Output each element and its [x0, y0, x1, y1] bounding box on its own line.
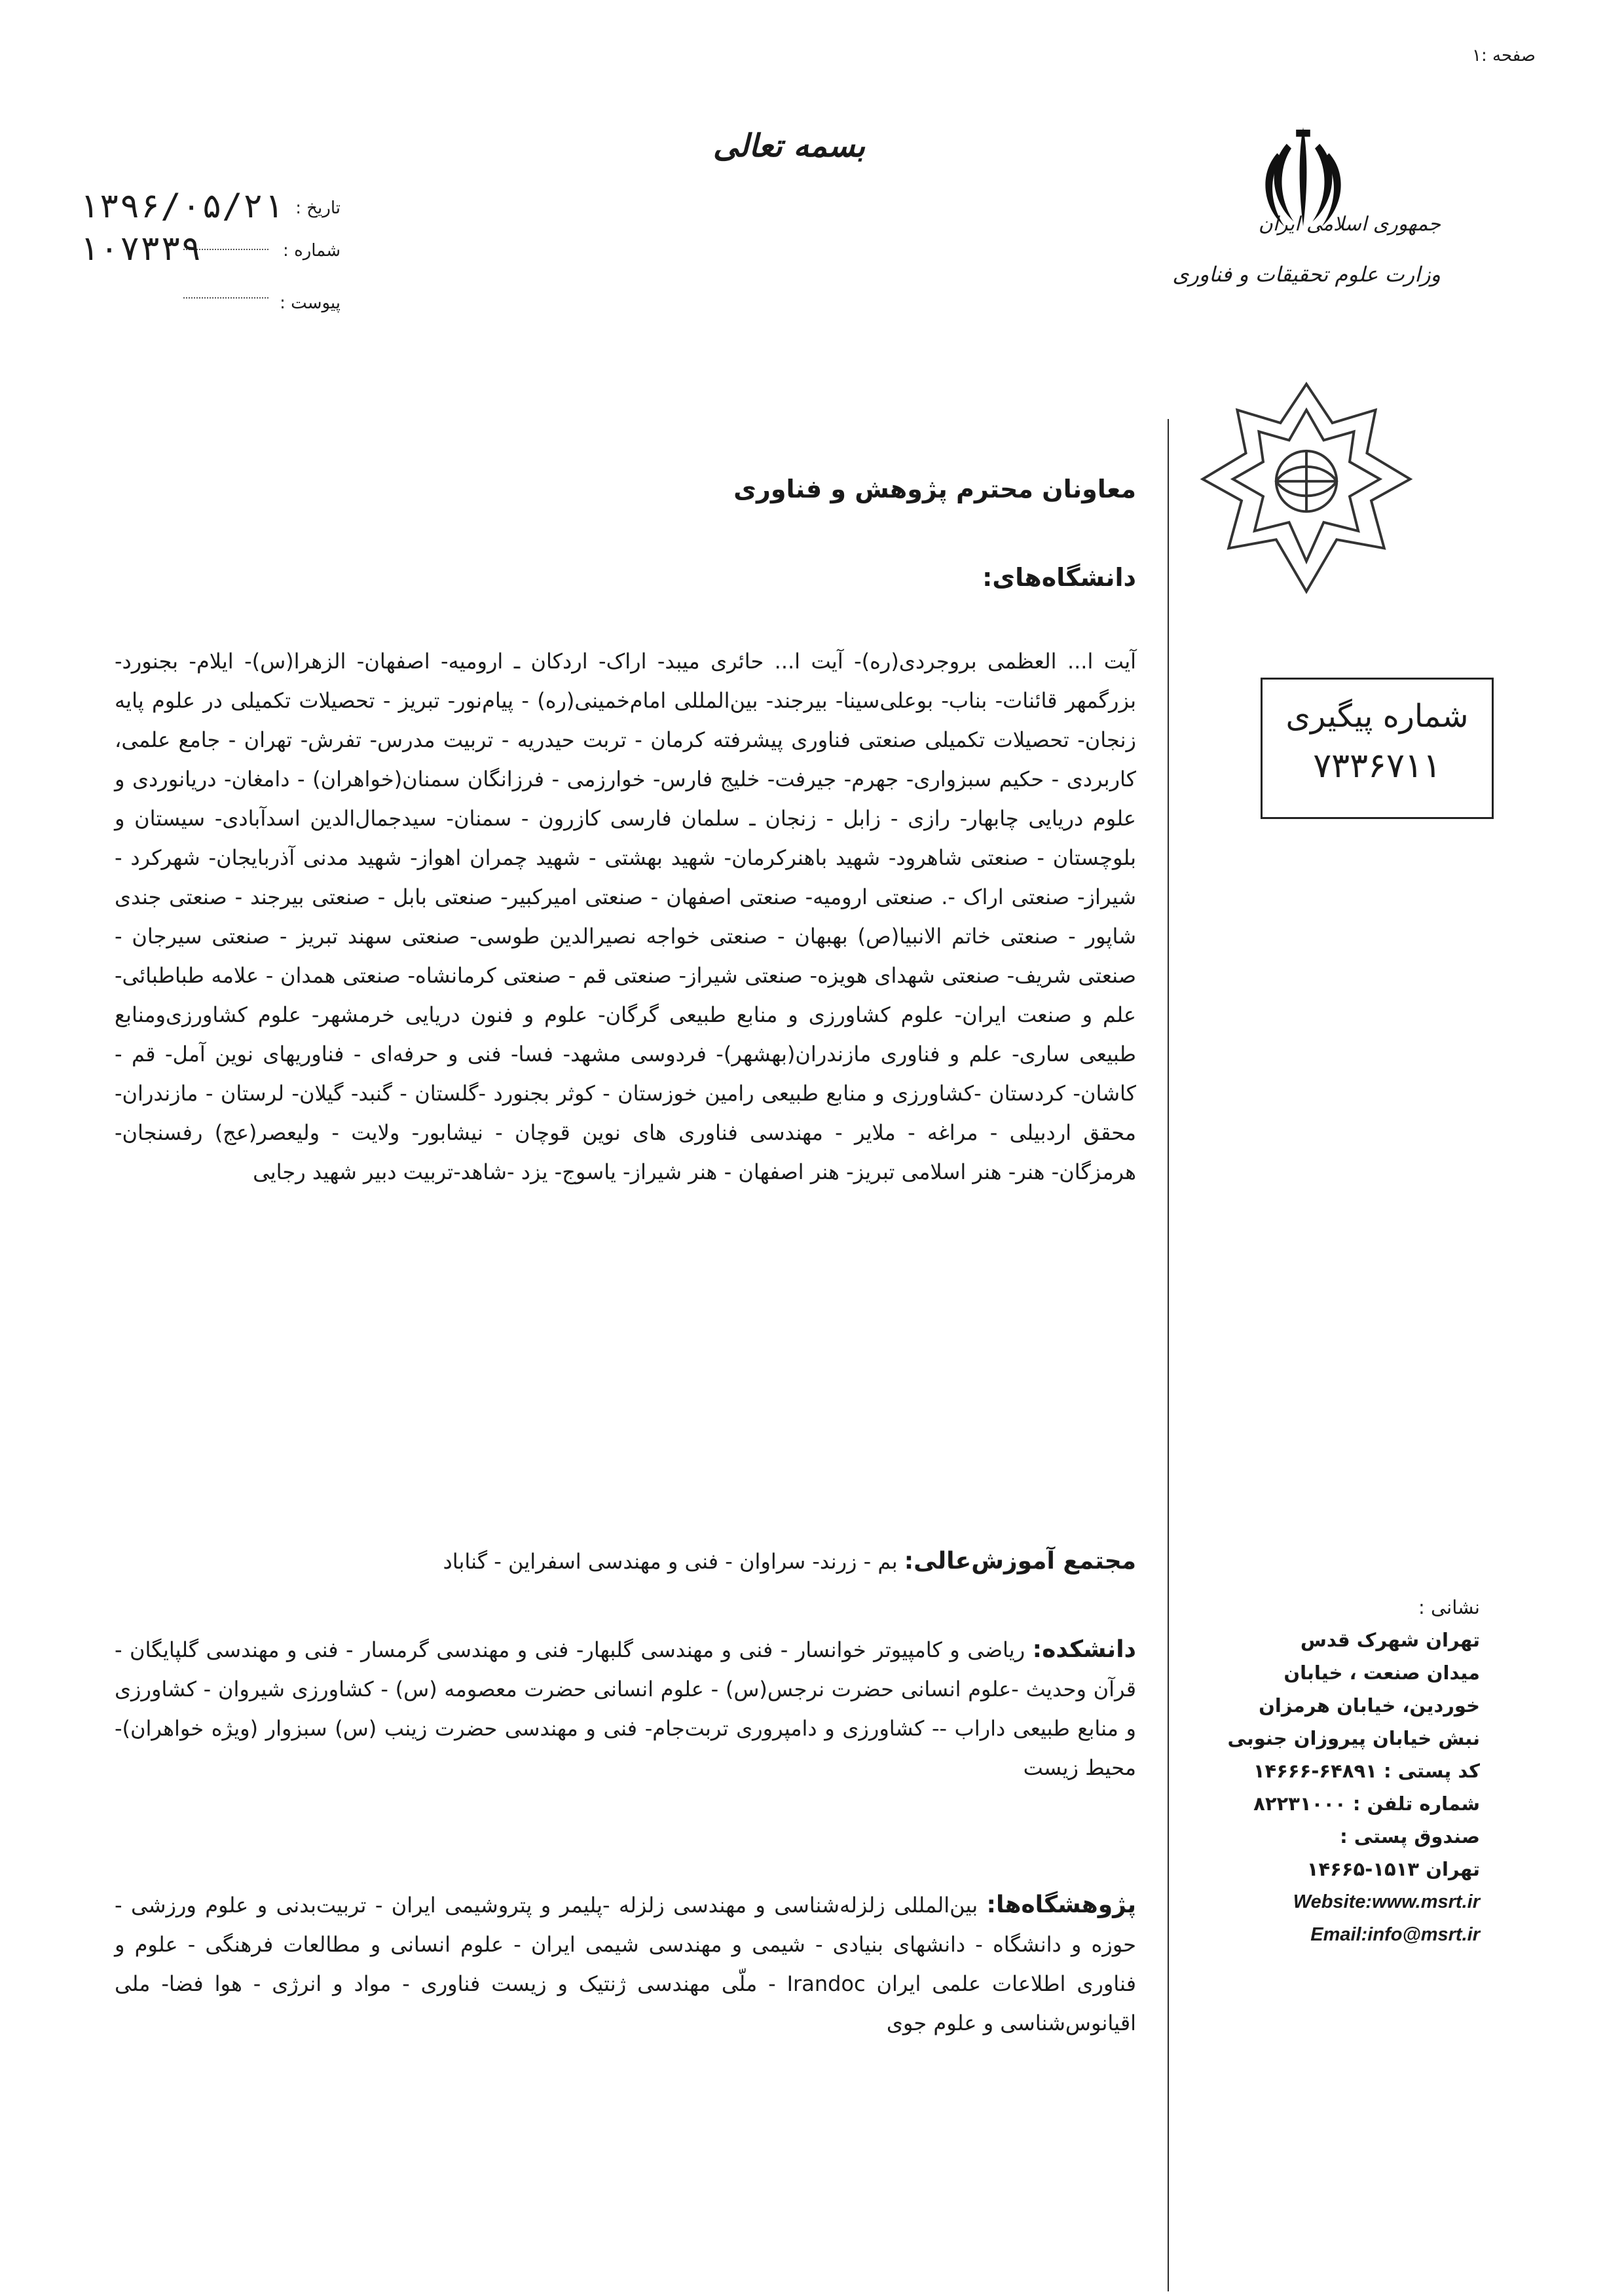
date-value: ۱۳۹۶/۰۵/۲۱ — [79, 187, 284, 226]
number-label: شماره : — [283, 241, 341, 261]
institutes-list: بین‌المللی زلزله‌شناسی و مهندسی زلزله -پلیمر و پتروشیمی ایران - تربیت‌بدنی و علوم ورزشی - حوزه و دانشگاه - دانشهای بنیادی - شیمی و مهندسی شیمی ایران - علوم انسانی و مطالعات فرهنگی - علوم و فناوری اطلاعات علمی ایران Irandoc - ملّی مهندسی ژنتیک و زیست فناوری - مواد و انرژی - هوا فضا- ملی اقیانوس‌شناسی و علوم جوی — [115, 1893, 1137, 2035]
pobox-value: تهران ۱۵۱۳-۱۴۶۶۵ — [1306, 1858, 1480, 1880]
attachment-label: پیوست : — [280, 293, 341, 313]
gov-name-line: جمهوری اسلامی ایران — [1258, 213, 1441, 236]
address-line: نبش خیابان پیروزان جنوبی — [1227, 1727, 1480, 1749]
universities-list: آیت ا... العظمی بروجردی(ره)- آیت ا... حائری میبد- اراک- اردکان ـ ارومیه- اصفهان- الزهرا(س)- ایلام- بجنورد- بزرگمهر قائنات- بناب- بوعلی‌سینا- بیرجند- بین‌المللی امام‌خمینی(ره) - پیام‌نور- تبریز - تحصیلات تکمیلی در علوم پایه زنجان- تحصیلات تکمیلی صنعتی فناوری پیشرفته کرمان - تربت حیدریه - تربیت مدرس- تفرش- تهران - جامع علمی، کاربردی - حکیم سبزواری- جهرم- جیرفت- خلیج فارس- خوارزمی - فرزانگان سمنان(خواهران) - دامغان- دریانوردی و علوم دریایی چابهار- رازی - زابل - زنجان ـ سلمان فارسی کازرون - سمنان- سیدجمال‌الدین اسدآبادی- سیستان و بلوچستان - صنعتی شاهرود- شهید باهنرکرمان- شهید بهشتی - شهید چمران اهواز- شهید مدنی آذربایجان- شهرکرد - شیراز- صنعتی اراک -. صنعتی ارومیه- صنعتی اصفهان - صنعتی امیرکبیر- صنعتی بابل - صنعتی بیرجند - صنعتی جندی شاپور - صنعتی خاتم الانبیا(ص) بهبهان - صنعتی خواجه نصیرالدین طوسی- صنعتی سهند تبریز - صنعتی سیرجان - صنعتی شریف- صنعتی شهدای هویزه- صنعتی شیراز- صنعتی قم - صنعتی کرمانشاه- صنعتی همدان - علامه طباطبائی- علم و صنعت ایران- علوم کشاورزی و منابع طبیعی گرگان- علوم و فنون دریایی خرمشهر- علوم کشاورزی‌ومنابع طبیعی ساری- علم و فناوری مازندران(بهشهر)- فردوسی مشهد- فسا- فنی و حرفه‌ای - فناوریهای نوین آمل- قم - کاشان- کردستان -کشاورزی و منابع طبیعی رامین خوزستان - کوثر بجنورد -گلستان - گنبد- گیلان- لرستان - مازندران- محقق اردبیلی - مراغه - ملایر - مهندسی فناوری های نوین قوچان - نیشابور- ولایت - ولیعصر(عج) رفسنجان- هرمزگان- هنر- هنر اسلامی تبریز- هنر اصفهان - هنر شیراز- یاسوج- یزد -شاهد-تربیت دبیر شهید رجایی — [115, 649, 1136, 1184]
tracking-number-box — [1261, 678, 1494, 819]
address-block — [1198, 1591, 1480, 1951]
address-line: تهران شهرک قدس — [1300, 1629, 1480, 1651]
tracking-label: شماره پیگیری — [1285, 698, 1469, 735]
address-title: نشانی : — [1418, 1596, 1480, 1618]
number-value: ۱۰۷۳۳۹ — [79, 229, 202, 268]
address-line: میدان صنعت ، خیابان — [1283, 1662, 1480, 1684]
date-label: تاریخ : — [295, 198, 341, 218]
date-row — [79, 187, 341, 226]
email-link[interactable]: Email:info@msrt.ir — [1310, 1924, 1480, 1945]
attachment-row — [79, 282, 341, 321]
faculty-title: دانشکده: — [1032, 1636, 1137, 1663]
decorative-ornament-icon — [1198, 376, 1414, 599]
higher-ed-list: بم - زرند- سراوان - فنی و مهندسی اسفراین - گناباد — [443, 1549, 898, 1574]
higher-ed-section — [115, 1542, 1136, 1581]
higher-ed-title: مجتمع آموزش‌عالی: — [904, 1548, 1136, 1575]
faculty-list: ریاضی و کامپیوتر خوانسار - فنی و مهندسی گلبهار- فنی و مهندسی گرمسار - فنی و مهندسی گلپایگان - قرآن وحدیث -علوم انسانی حضرت نرجس(س) - علوم انسانی حضرت معصومه (س) - کشاورزی شیروان - کشاورزی و منابع طبیعی داراب -- کشاورزی و دامپروری تربت‌جام- فنی و مهندسی حضرت زینب (س) سبزوار (ویژه خواهران)- محیط زیست — [115, 1637, 1136, 1780]
address-line: خوردین، خیابان هرمزان — [1259, 1694, 1480, 1717]
faculty-section — [115, 1630, 1136, 1787]
vertical-divider — [1168, 419, 1169, 2291]
universities-title: دانشگاه‌های: — [982, 563, 1136, 592]
tracking-number: ۷۳۳۶۷۱۱ — [1313, 746, 1441, 786]
phone-number: شماره تلفن : ۸۲۲۳۱۰۰۰ — [1253, 1793, 1480, 1815]
page-number: صفحه :۱ — [1472, 46, 1536, 65]
postal-code: کد پستی : ۶۴۸۹۱-۱۴۶۶۶ — [1253, 1760, 1480, 1782]
ministry-name-line: وزارت علوم تحقیقات و فناوری — [1172, 262, 1441, 287]
number-row — [79, 229, 341, 268]
pobox-label: صندوق پستی : — [1340, 1825, 1480, 1848]
institutes-section — [115, 1886, 1136, 2043]
salutation: معاونان محترم پژوهش و فناوری — [733, 475, 1136, 503]
basmala-heading: بسمه تعالی — [712, 128, 866, 164]
website-link[interactable]: Website:www.msrt.ir — [1293, 1891, 1480, 1912]
attachment-dots — [183, 297, 268, 299]
institutes-title: پژوهشگاه‌ها: — [986, 1891, 1137, 1918]
